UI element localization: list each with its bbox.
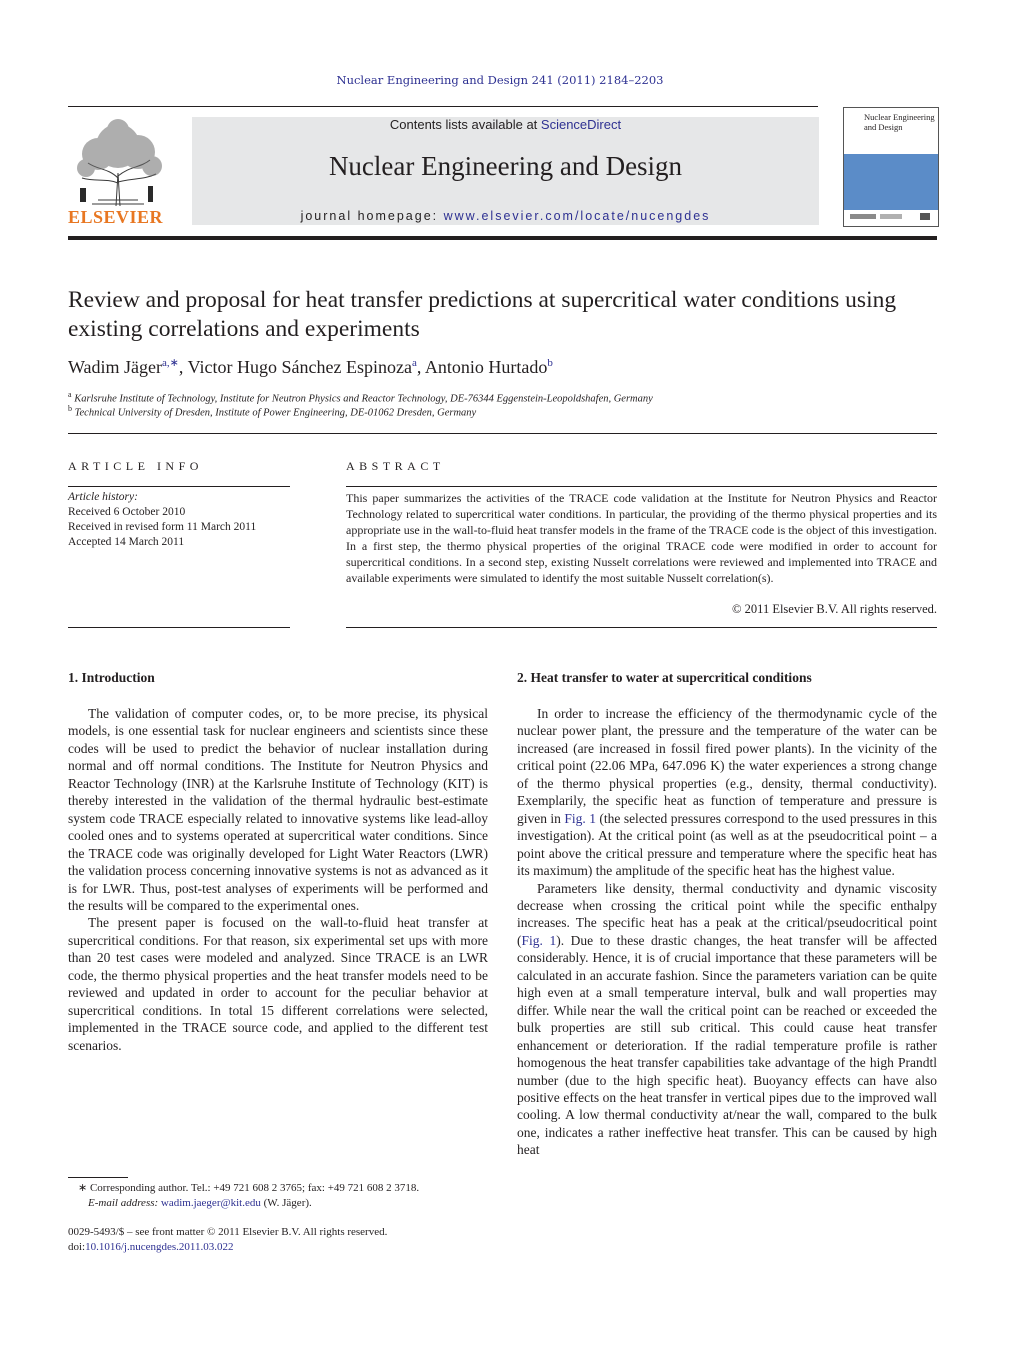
contents-line — [192, 117, 819, 132]
cover-publisher-mark — [850, 212, 932, 224]
sciencedirect-link[interactable]: ScienceDirect — [540, 117, 622, 132]
figure-1-link[interactable]: Fig. 1 — [564, 810, 596, 826]
journal-citation[interactable]: Nuclear Engineering and Design 241 (2011) 2184–2203 — [336, 73, 664, 87]
paragraph-text: Parameters like density, thermal conductivity and dynamic viscosity decrease when crossing the critical point while the specific enthalpy increases. The specific heat has a peak at the critical/pseudocritical point ( — [517, 880, 937, 948]
doi-link[interactable]: 10.1016/j.nucengdes.2011.03.022 — [85, 1241, 234, 1253]
paragraph — [517, 705, 937, 880]
received-date: Received 6 October 2010 — [68, 506, 186, 518]
homepage-link[interactable]: www.elsevier.com/locate/nucengdes — [443, 209, 711, 223]
author-affil-mark[interactable]: a,∗ — [162, 357, 179, 369]
figure-1-link[interactable]: Fig. 1 — [521, 932, 557, 948]
footnote-rule — [68, 1177, 128, 1178]
corresponding-author: Corresponding author. Tel.: +49 721 608 2 3765; fax: +49 721 608 2 3718. — [89, 1182, 420, 1194]
author-list: Wadim Jäger$^{a,∗}$, Victor Hugo Sánchez Espinoza$^a$, Antonio Hurtado$^b$ — [68, 357, 553, 377]
article-info-bottom-rule — [68, 627, 290, 628]
title-rule — [68, 433, 937, 434]
author-name[interactable]: Victor Hugo Sánchez Espinoza — [187, 357, 412, 377]
affiliation-a — [68, 390, 653, 405]
section-1-body — [68, 705, 488, 1054]
article-history — [68, 490, 256, 550]
paragraph — [517, 880, 937, 1159]
journal-cover-thumbnail[interactable] — [843, 107, 939, 227]
footnote-star: ∗ — [78, 1182, 88, 1194]
abstract-text: This paper summarizes the activities of the TRACE code validation at the Institute for Neutron Physics and Reactor Technology related to supercritical water conditions. In particular, the providing of the thermo physical properties and its appropriate use in the wall-to-fluid heat transfer models in the frame of the TRACE code is the object of this investigation. In a first step, the thermo physical properties of the original TRACE code were modified in order to account for supercritical conditions. In a second step, existing Nusselt correlations were reviewed and implemented into TRACE and available experiments were simulated to identify the most suitable Nusselt correlation(s). — [346, 491, 937, 585]
cover-header — [844, 108, 938, 154]
homepage-line — [192, 209, 819, 223]
paragraph: The present paper is focused on the wall-to-fluid heat transfer at supercritical conditions. For that reason, six experimental set ups with more than 20 test cases were modeled and analyzed. Since TRACE is an LWR code, the thermo physical properties and the heat transfer models need to be reviewed and updated in order to account for the peculiar behavior at supercritical conditions. In total 15 different correlations were selected, implemented in the TRACE source code, and applied to the different test scenarios. — [68, 915, 488, 1053]
affiliation-text: Karlsruhe Institute of Technology, Institute for Neutron Physics and Reactor Technology, DE-76344 Eggenstein-Leopoldshafen, Germany — [74, 393, 653, 405]
affiliation-mark: b — [68, 404, 72, 413]
abstract-caption: ABSTRACT — [346, 459, 445, 473]
article-info-caption: ARTICLE INFO — [68, 459, 203, 473]
doi-label: doi: — [68, 1241, 86, 1253]
affiliation-text: Technical University of Dresden, Institute of Power Engineering, DE-01062 Dresden, Germany — [74, 407, 477, 419]
author-affil-mark[interactable]: a — [411, 357, 417, 369]
author-affil-mark[interactable]: b — [547, 357, 553, 369]
email-link[interactable]: wadim.jaeger@kit.edu — [160, 1197, 261, 1209]
email-suffix: (W. Jäger). — [260, 1197, 312, 1209]
abstract-rule — [346, 486, 937, 487]
cover-title: Nuclear Engineering and Design — [864, 112, 935, 132]
header-thick-rule — [68, 236, 937, 240]
revised-date: Received in revised form 11 March 2011 — [68, 521, 257, 533]
email-label: E-mail address: — [88, 1197, 159, 1209]
cover-image — [844, 154, 938, 210]
article-title: Review and proposal for heat transfer predictions at supercritical water conditions using existing correlations and experiments — [68, 287, 897, 342]
section-1-heading: 1. Introduction — [68, 670, 155, 685]
affiliation-mark: a — [68, 390, 72, 399]
paragraph-text: (the selected pressures correspond to the used pressures in this investigation). At the critical point (as well as at the pseudocritical point – a point above the critical pressure and temperature where the specific heat has its maximum) the amplitude of the specific heat has the highest value. — [517, 810, 937, 879]
abstract-copyright: © 2011 Elsevier B.V. All rights reserved. — [732, 602, 937, 616]
section-2-body — [517, 705, 937, 1159]
history-label: Article history: — [68, 491, 138, 503]
section-2-heading: 2. Heat transfer to water at supercritical conditions — [517, 670, 812, 685]
abstract-bottom-rule — [346, 627, 937, 628]
elsevier-wordmark: ELSEVIER — [68, 207, 164, 227]
accepted-date: Accepted 14 March 2011 — [68, 536, 185, 548]
article-info-rule — [68, 486, 290, 487]
paragraph-text: In order to increase the efficiency of the thermodynamic cycle of the nuclear power plant, the pressure and the temperature of the water can be increased (are increased in fossil fired power plants). In the vicinity of the critical point (22.06 MPa, 647.096 K) the water experiences a strong change of the thermo physical properties (e.g., density, thermal conductivity). Exemplarily, the specific heat as function of temperature and pressure is given in — [517, 706, 937, 826]
author-name[interactable]: Antonio Hurtado — [424, 357, 548, 377]
corresponding-author-footnote — [68, 1181, 488, 1211]
homepage-prefix: journal homepage: — [300, 209, 444, 223]
paragraph-text: ). Due to these drastic changes, the heat transfer will be affected considerably. Hence, it is of crucial importance that these parameters will be calculated in an accurate fashion. Since the parameters variation can be quite high even at a small temperature interval, bulk and wall properties may differ. While near the wall the critical point can be reached or exceeded the bulk properties are still sub critical. This could cause heat transfer enhancement or deterioration. If the radial temperature profile is rather homogenous the heat transfer capabilities take advantage of the high Prandtl number (due to the high specific heat). Buoyancy effects can have also positive effects on the heat transfer in vertical pipes due to the improved wall cooling. A low thermal conductivity at/near the wall, compared to the bulk one, indicates a rather ineffective heat transfer. This can be caused by high heat — [517, 932, 937, 1158]
contents-prefix: Contents lists available at — [389, 117, 541, 132]
issn-doi-block — [68, 1225, 387, 1255]
affiliation-b — [68, 404, 476, 419]
header-rule — [68, 106, 818, 107]
paragraph: The validation of computer codes, or, to be more precise, its physical models, is one essential task for nuclear engineers and scientists since these codes will be used to predict the behavior of nuclear installation during normal and off normal conditions. The Institute for Neutron Physics and Reactor Technology (INR) at the Karlsruhe Institute of Technology (KIT) is thereby interested in the validation of the thermal hydraulic best-estimate system code TRACE especially related to innovative systems like lead-alloy cooled ones and to systems operated at supercritical water conditions. Since the TRACE code was originally developed for Light Water Reactors (LWR) the validation process concerning innovative systems is not as advanced as it is for LWR. Thus, post-test analyses of experiments will be performed and the results will be compared to the experimental ones. — [68, 706, 488, 913]
journal-title: Nuclear Engineering and Design — [328, 151, 683, 181]
author-name[interactable]: Wadim Jäger — [68, 357, 163, 377]
issn-line: 0029-5493/$ – see front matter © 2011 Elsevier B.V. All rights reserved. — [68, 1226, 388, 1238]
